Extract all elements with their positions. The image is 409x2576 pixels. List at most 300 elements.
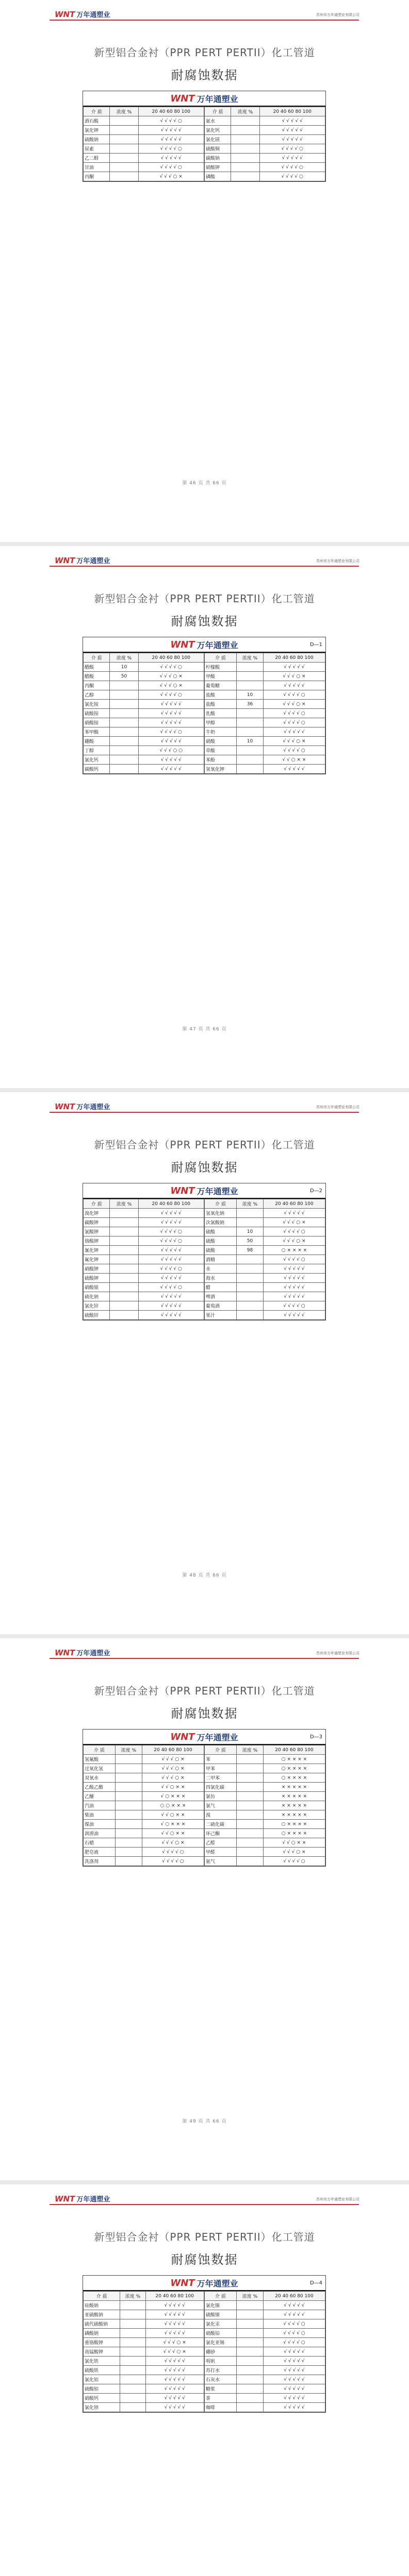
resistance-ratings: √ √ √ √ √ — [263, 1264, 325, 1274]
concentration-value — [110, 709, 138, 718]
table-row — [84, 700, 204, 709]
sheet-logo-mark: WNT — [170, 93, 195, 104]
logo-mark: WNT — [55, 1648, 75, 1657]
medium-name: 硫酸镍 — [205, 2310, 237, 2319]
sheet-logo-name: 万年通塑业 — [197, 1186, 238, 1196]
resistance-ratings: √ √ √ √ √ — [145, 2319, 204, 2329]
table-row — [205, 172, 325, 181]
concentration-value — [236, 1838, 263, 1848]
resistance-ratings: √ √ √ √ √ — [145, 2394, 204, 2403]
medium-name: 氯化钙 — [84, 755, 110, 765]
table-header-row — [205, 1745, 325, 1755]
brand-logo — [55, 9, 110, 19]
table-row — [205, 1264, 325, 1274]
page-subtitle: 耐腐蚀数据 — [171, 614, 238, 629]
col-concentration: 浓度 % — [231, 107, 259, 116]
concentration-value — [110, 144, 138, 154]
concentration-value: 10 — [110, 663, 138, 672]
resistance-ratings: √ √ √ √ √ — [138, 1301, 204, 1311]
medium-name: 氯化镁 — [205, 135, 231, 144]
table-row — [84, 1218, 204, 1227]
logo-mark: WNT — [55, 1101, 75, 1111]
table-row — [205, 1755, 325, 1764]
concentration-value — [236, 672, 263, 681]
brand-logo — [55, 2194, 110, 2204]
resistance-ratings: √ √ √ ○ × — [263, 1848, 325, 1857]
concentration-value — [236, 1783, 263, 1792]
logo-mark: WNT — [55, 9, 75, 19]
resistance-ratings: √ √ √ √ √ — [138, 1218, 204, 1227]
concentration-value — [110, 718, 138, 727]
table-row — [84, 163, 204, 172]
resistance-ratings: √ √ √ √ ○ — [263, 1301, 325, 1311]
medium-name: 海水 — [205, 1274, 237, 1283]
table-row — [205, 1274, 325, 1283]
medium-name: 重铬酸钾 — [84, 2338, 120, 2347]
medium-name: 二甲苯 — [205, 1773, 237, 1783]
table-row — [205, 765, 325, 774]
tables-wrapper — [83, 1745, 325, 1866]
medium-name: 柴油 — [84, 1810, 116, 1820]
data-sheet — [83, 637, 326, 774]
medium-name: 四氯化碳 — [205, 1783, 237, 1792]
concentration-value — [115, 1801, 142, 1810]
medium-name: 碳酸钾 — [84, 1218, 110, 1227]
concentration-value — [120, 2319, 145, 2329]
medium-name: 苏打水 — [205, 2366, 237, 2375]
col-temperatures: 20 40 60 80 100 — [138, 1199, 204, 1209]
table-row — [84, 2394, 204, 2403]
table-row — [205, 1764, 325, 1773]
medium-name: 硝酸钾 — [205, 163, 231, 172]
sheet-header — [83, 2276, 325, 2291]
medium-name: 盐酸 — [205, 690, 237, 700]
medium-name: 尿素 — [84, 144, 110, 154]
concentration-value — [110, 1246, 138, 1255]
medium-name: 盐酸 — [205, 700, 237, 709]
concentration-value — [236, 746, 263, 755]
medium-name: 氯化铁 — [84, 2357, 120, 2366]
concentration-value — [110, 1218, 138, 1227]
table-row — [205, 1820, 325, 1829]
col-medium: 介 质 — [205, 1745, 237, 1755]
medium-name: 润滑油 — [84, 1829, 116, 1838]
company-name: 苏州市万年通塑业有限公司 — [316, 1105, 359, 1109]
resistance-ratings: √ √ √ √ √ — [145, 2366, 204, 2375]
table-row — [84, 126, 204, 135]
medium-name: 硝酸银 — [84, 1283, 110, 1292]
medium-name: 甲苯 — [205, 1764, 237, 1773]
concentration-value — [110, 163, 138, 172]
logo-name: 万年通塑业 — [76, 1650, 110, 1657]
resistance-ratings: √ √ √ √ √ — [138, 718, 204, 727]
resistance-ratings: √ √ √ √ √ — [138, 1209, 204, 1218]
table-row — [84, 1311, 204, 1320]
col-concentration: 浓度 % — [236, 1745, 263, 1755]
page-subtitle: 耐腐蚀数据 — [171, 1160, 238, 1175]
medium-name: 氢氟酸 — [84, 1755, 116, 1764]
table-row — [205, 2329, 325, 2338]
table-row — [84, 2384, 204, 2394]
concentration-value — [236, 1801, 263, 1810]
resistance-ratings: √ √ √ ○ × — [142, 1838, 204, 1848]
concentration-value — [120, 2366, 145, 2375]
concentration-value: 98 — [236, 1246, 263, 1255]
resistance-ratings: √ √ ○ × × — [263, 755, 325, 765]
resistance-ratings: √ √ √ √ ○ — [259, 163, 325, 172]
col-medium: 介 质 — [205, 653, 237, 663]
concentration-value — [236, 1810, 263, 1820]
table-row — [84, 172, 204, 181]
resistance-ratings: √ √ √ √ √ — [145, 2329, 204, 2338]
concentration-value — [110, 135, 138, 144]
resistance-ratings: √ √ √ √ √ — [138, 755, 204, 765]
resistance-ratings: √ √ √ √ √ — [138, 700, 204, 709]
medium-name: 双氧水 — [84, 1773, 116, 1783]
medium-name: 煤油 — [84, 1820, 116, 1829]
brand-logo — [55, 1101, 110, 1111]
table-row — [84, 681, 204, 690]
concentration-value — [110, 746, 138, 755]
concentration-value — [236, 1773, 263, 1783]
sheet-logo-name: 万年通塑业 — [197, 1732, 238, 1742]
medium-name: 草酸 — [205, 746, 237, 755]
resistance-ratings: √ √ √ √ ○ — [138, 727, 204, 737]
concentration-value: 50 — [110, 672, 138, 681]
concentration-value — [120, 2403, 145, 2412]
table-row — [84, 1783, 204, 1792]
concentration-value — [110, 1274, 138, 1283]
concentration-value — [120, 2347, 145, 2357]
concentration-value — [110, 172, 138, 181]
concentration-value — [110, 1227, 138, 1236]
medium-name: 醋 — [205, 1283, 237, 1292]
concentration-value — [120, 2338, 145, 2347]
table-row — [84, 2366, 204, 2375]
concentration-value — [236, 718, 263, 727]
medium-name: 氯化铝 — [84, 2375, 120, 2384]
sheet-number: D—3 — [309, 1734, 322, 1740]
table-header-row — [205, 653, 325, 663]
table-row — [205, 126, 325, 135]
corrosion-table-right — [204, 653, 325, 774]
header-divider — [50, 566, 359, 567]
brand-logo — [55, 555, 110, 565]
table-row — [205, 1301, 325, 1311]
concentration-value — [120, 2301, 145, 2310]
resistance-ratings: √ √ √ √ √ — [138, 1311, 204, 1320]
concentration-value — [236, 1255, 263, 1264]
table-row — [205, 2319, 325, 2329]
concentration-value — [236, 1311, 263, 1320]
table-row — [205, 1783, 325, 1792]
concentration-value: 10 — [236, 1227, 263, 1236]
resistance-ratings: √ √ √ ○ × — [142, 1773, 204, 1783]
concentration-value — [236, 2394, 263, 2403]
concentration-value — [236, 2403, 263, 2412]
table-row — [205, 1236, 325, 1246]
resistance-ratings: √ ○ × × × — [142, 1820, 204, 1829]
concentration-value — [115, 1829, 142, 1838]
sheet-logo-mark: WNT — [170, 1185, 195, 1196]
concentration-value — [110, 755, 138, 765]
company-name: 苏州市万年通塑业有限公司 — [316, 1651, 359, 1655]
concentration-value — [236, 2375, 263, 2384]
table-row — [205, 2338, 325, 2347]
resistance-ratings: √ √ √ √ √ — [138, 709, 204, 718]
sheet-header — [83, 1730, 325, 1745]
table-row — [84, 2338, 204, 2347]
medium-name: 溴 — [205, 1810, 237, 1820]
medium-name: 硫酸铵 — [84, 709, 110, 718]
concentration-value — [236, 2310, 263, 2319]
table-row — [84, 1810, 204, 1820]
table-header-row — [84, 1199, 204, 1209]
medium-name: 硫酸铜 — [205, 144, 231, 154]
resistance-ratings: √ √ √ ○ × — [142, 1755, 204, 1764]
concentration-value — [236, 1764, 263, 1773]
resistance-ratings: √ √ √ ○ × — [138, 681, 204, 690]
document-page — [0, 2184, 409, 2576]
concentration-value — [110, 1264, 138, 1274]
medium-name: 次氯酸钠 — [205, 1218, 237, 1227]
medium-name: 硝酸钾 — [84, 1264, 110, 1274]
col-medium: 介 质 — [205, 1199, 237, 1209]
resistance-ratings: √ √ √ √ ○ — [263, 1857, 325, 1866]
resistance-ratings: √ √ √ √ ○ — [138, 116, 204, 126]
resistance-ratings: √ √ √ √ ○ — [138, 1264, 204, 1274]
corrosion-table-right — [204, 1199, 325, 1320]
table-header-row — [205, 107, 325, 116]
resistance-ratings: ○ × × × × — [263, 1773, 325, 1783]
concentration-value — [110, 1292, 138, 1301]
concentration-value — [236, 2329, 263, 2338]
medium-name: 石蜡 — [84, 1838, 116, 1848]
col-medium: 介 质 — [84, 2292, 120, 2301]
resistance-ratings: √ √ √ ○ × — [138, 172, 204, 181]
sheet-logo-mark: WNT — [170, 639, 195, 650]
resistance-ratings: √ √ √ √ ○ — [138, 1283, 204, 1292]
table-row — [84, 1820, 204, 1829]
resistance-ratings: √ √ √ √ ○ — [138, 144, 204, 154]
resistance-ratings: √ √ √ ○ × — [263, 700, 325, 709]
sheet-logo-mark: WNT — [170, 2277, 195, 2289]
medium-name: 乙二醇 — [84, 154, 110, 163]
concentration-value — [115, 1848, 142, 1857]
medium-name: 汽油 — [84, 1801, 116, 1810]
col-temperatures: 20 40 60 80 100 — [259, 107, 325, 116]
corrosion-table-right — [204, 2291, 325, 2412]
concentration-value — [236, 2357, 263, 2366]
document-page — [0, 0, 409, 542]
medium-name: 氟化钾 — [84, 1255, 110, 1264]
concentration-value — [110, 1283, 138, 1292]
col-concentration: 浓度 % — [110, 107, 138, 116]
resistance-ratings: √ √ √ √ √ — [263, 2403, 325, 2412]
table-row — [205, 2357, 325, 2366]
company-name: 苏州市万年通塑业有限公司 — [316, 2197, 359, 2201]
resistance-ratings: √ √ √ √ √ — [263, 2357, 325, 2366]
table-row — [205, 1829, 325, 1838]
concentration-value — [115, 1838, 142, 1848]
medium-name: 氯化镍 — [205, 2301, 237, 2310]
resistance-ratings: √ √ √ √ √ — [263, 2375, 325, 2384]
col-concentration: 浓度 % — [110, 1199, 138, 1209]
medium-name: 甘油 — [84, 163, 110, 172]
medium-name: 乳酸 — [205, 709, 237, 718]
resistance-ratings: √ √ √ √ √ — [138, 1292, 204, 1301]
resistance-ratings: √ √ √ √ √ — [145, 2384, 204, 2394]
sheet-number: D—4 — [309, 2280, 322, 2286]
table-row — [205, 1255, 325, 1264]
concentration-value: 50 — [236, 1236, 263, 1246]
medium-name: 硫酸铁 — [84, 2366, 120, 2375]
table-header-row — [84, 1745, 204, 1755]
resistance-ratings: √ √ √ √ ○ — [138, 163, 204, 172]
table-row — [205, 144, 325, 154]
resistance-ratings: √ √ √ √ ○ — [138, 1236, 204, 1246]
resistance-ratings: × × × × × — [263, 1792, 325, 1801]
concentration-value — [231, 154, 259, 163]
concentration-value — [120, 2375, 145, 2384]
table-row — [84, 2319, 204, 2329]
table-row — [205, 135, 325, 144]
resistance-ratings: √ √ √ √ √ — [263, 1292, 325, 1301]
concentration-value — [236, 2384, 263, 2394]
table-row — [205, 663, 325, 672]
medium-name: 氯化铵 — [84, 700, 110, 709]
medium-name: 氯化汞 — [205, 2319, 237, 2329]
table-row — [84, 672, 204, 681]
table-row — [205, 154, 325, 163]
medium-name: 苯酚 — [205, 755, 237, 765]
resistance-ratings: √ √ √ √ √ — [263, 2384, 325, 2394]
concentration-value — [110, 1236, 138, 1246]
medium-name: 硝酸 — [205, 737, 237, 746]
logo-name: 万年通塑业 — [76, 2196, 110, 2204]
medium-name: 氯化锌 — [84, 1301, 110, 1311]
page-title: 新型铝合金衬（PPR PERT PERTII）化工管道 — [94, 592, 315, 605]
table-row — [205, 690, 325, 700]
concentration-value — [110, 690, 138, 700]
resistance-ratings: √ √ √ √ ○ — [138, 690, 204, 700]
resistance-ratings: √ √ √ √ √ — [259, 126, 325, 135]
table-row — [205, 1218, 325, 1227]
table-row — [84, 737, 204, 746]
concentration-value — [231, 126, 259, 135]
medium-name: 硫酸 — [205, 1236, 237, 1246]
data-sheet — [83, 2275, 326, 2413]
sheet-logo-mark: WNT — [170, 1731, 195, 1742]
sheet-logo-name: 万年通塑业 — [197, 94, 238, 104]
table-row — [205, 755, 325, 765]
medium-name: 苯 — [205, 1755, 237, 1764]
table-row — [205, 1810, 325, 1820]
table-row — [84, 1801, 204, 1810]
concentration-value — [110, 1301, 138, 1311]
col-concentration: 浓度 % — [110, 653, 138, 663]
resistance-ratings: × × × × × — [263, 1801, 325, 1810]
page-subtitle: 耐腐蚀数据 — [171, 1706, 238, 1721]
document-page — [0, 1092, 409, 1634]
resistance-ratings: √ √ √ ○ × — [142, 1764, 204, 1773]
table-row — [84, 1274, 204, 1283]
page-number: 第 48 页 共 66 页 — [182, 1573, 227, 1578]
medium-name: 硝酸铅 — [205, 2329, 237, 2338]
concentration-value — [236, 755, 263, 765]
medium-name: 牛奶 — [205, 727, 237, 737]
sheet-number: D—2 — [309, 1188, 322, 1194]
header-divider — [50, 1112, 359, 1113]
col-medium: 介 质 — [84, 107, 110, 116]
concentration-value: 10 — [236, 690, 263, 700]
table-row — [205, 1801, 325, 1810]
resistance-ratings: √ √ √ √ √ — [263, 2347, 325, 2357]
table-row — [84, 2310, 204, 2319]
concentration-value — [110, 727, 138, 737]
concentration-value — [115, 1810, 142, 1820]
resistance-ratings: √ √ √ √ √ — [138, 1255, 204, 1264]
resistance-ratings: √ √ √ √ ○ — [263, 1255, 325, 1264]
sheet-header — [83, 91, 325, 107]
resistance-ratings: √ √ √ √ √ — [263, 2301, 325, 2310]
table-row — [84, 1764, 204, 1773]
resistance-ratings: √ ○ × × × — [142, 1792, 204, 1801]
col-concentration: 浓度 % — [236, 2292, 263, 2301]
medium-name: 糖浆 — [205, 2384, 237, 2394]
concentration-value — [236, 1829, 263, 1838]
col-temperatures: 20 40 60 80 100 — [263, 1199, 325, 1209]
concentration-value — [120, 2310, 145, 2319]
company-name: 苏州市万年通塑业有限公司 — [316, 13, 359, 17]
logo-mark: WNT — [55, 2194, 75, 2204]
document-page — [0, 1638, 409, 2180]
resistance-ratings: √ √ √ √ √ — [263, 681, 325, 690]
medium-name: 氯化亚锡 — [205, 2338, 237, 2347]
concentration-value — [110, 700, 138, 709]
table-row — [205, 709, 325, 718]
table-row — [84, 2347, 204, 2357]
table-row — [84, 1227, 204, 1236]
medium-name: 氯酸钾 — [84, 1227, 110, 1236]
medium-name: 水 — [205, 1264, 237, 1274]
resistance-ratings: √ √ √ √ √ — [263, 663, 325, 672]
table-row — [205, 116, 325, 126]
medium-name: 氯气 — [205, 1801, 237, 1810]
resistance-ratings: √ √ √ √ √ — [138, 135, 204, 144]
medium-name: 洗涤剂 — [84, 1857, 116, 1866]
medium-name: 硫代硫酸钠 — [84, 2319, 120, 2329]
col-concentration: 浓度 % — [236, 653, 263, 663]
medium-name: 氨水 — [205, 116, 231, 126]
medium-name: 酒精 — [205, 1255, 237, 1264]
table-row — [84, 1255, 204, 1264]
table-row — [84, 690, 204, 700]
resistance-ratings: ○ × × × × — [263, 1820, 325, 1829]
table-row — [84, 746, 204, 755]
medium-name: 酒石酸 — [84, 116, 110, 126]
table-row — [205, 1848, 325, 1857]
medium-name: 明矾 — [205, 2357, 237, 2366]
medium-name: 氢氧化钠 — [205, 1209, 237, 1218]
table-row — [84, 2301, 204, 2310]
data-sheet — [83, 1729, 326, 1867]
page-title: 新型铝合金衬（PPR PERT PERTII）化工管道 — [94, 46, 315, 59]
data-sheet — [83, 91, 326, 182]
table-row — [84, 154, 204, 163]
resistance-ratings: √ √ √ √ √ — [263, 765, 325, 774]
table-row — [84, 144, 204, 154]
